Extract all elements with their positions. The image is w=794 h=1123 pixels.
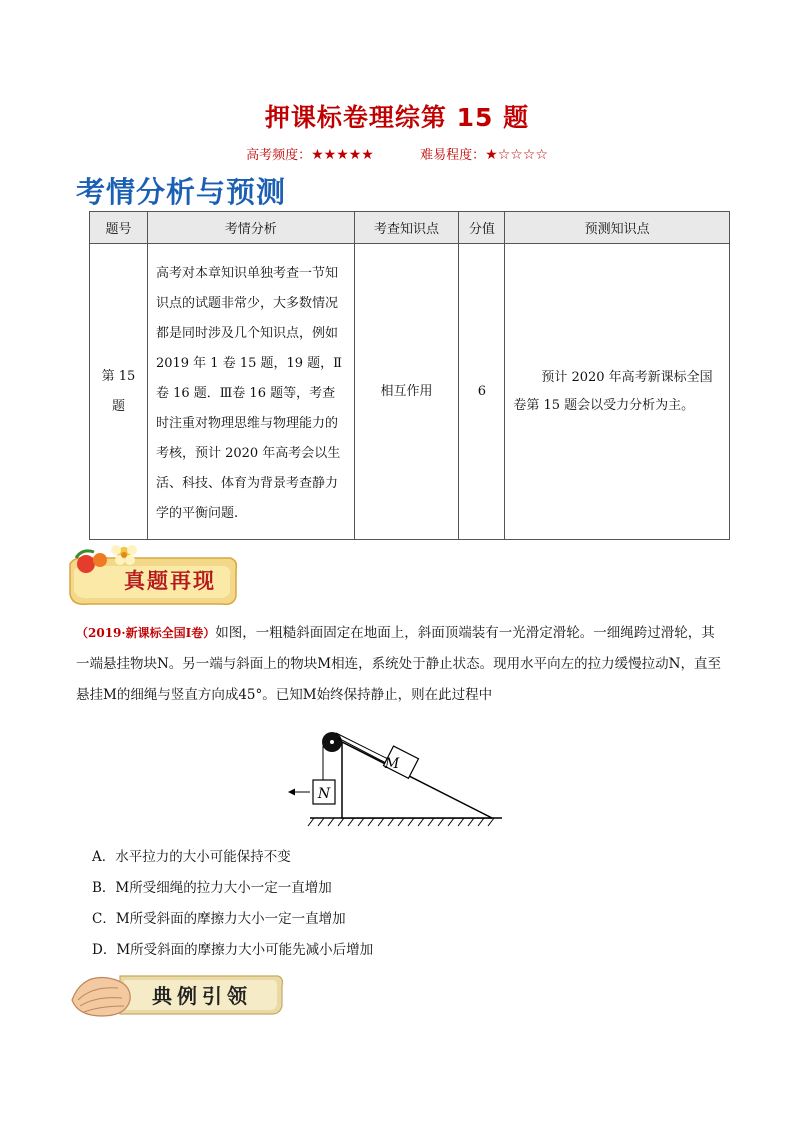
incline [342,742,492,818]
label-N: N [317,786,331,802]
cell-score: 6 [459,244,505,540]
difficulty-label: 难易程度： [420,148,486,163]
header-analysis: 考情分析 [147,212,354,244]
question-text [76,618,726,711]
meta-line [0,144,794,163]
frequency-stars: ★★★★★ [311,147,374,163]
table-row [90,244,730,540]
option-d: D．M所受斜面的摩擦力大小可能先减小后增加 [92,942,374,958]
label-M: M [384,756,400,772]
arrow-head-icon [288,789,295,796]
cell-knowledge: 相互作用 [354,244,459,540]
ground-hatch [308,818,494,826]
question-body: 如图，一粗糙斜面固定在地面上，斜面顶端装有一光滑定滑轮。一细绳跨过滑轮，其一端悬挂物块N。另一端与斜面上的物块M相连，系统处于静止状态。现用水平向左的拉力缓慢拉动N，直至悬挂M的细绳与竖直方向成45°。已知M始终保持静止，则在此过程中 [76,625,721,703]
banner-examples-label: 典例引领 [152,984,252,1008]
cell-number: 第 15 题 [90,244,148,540]
cell-prediction: 预计 2020 年高考新课标全国卷第 15 题会以受力分析为主。 [505,244,730,540]
header-knowledge: 考查知识点 [354,212,459,244]
page-title: 押课标卷理综第 15 题 [264,103,530,132]
section-title: 考情分析与预测 [76,175,287,209]
incline-pulley-figure [280,722,510,832]
shell-icon [72,977,130,1016]
difficulty-stars: ★☆☆☆☆ [485,147,548,163]
header-number: 题号 [90,212,148,244]
table-header-row [90,212,730,244]
fruit-icon [77,555,95,573]
header-score: 分值 [459,212,505,244]
cell-analysis: 高考对本章知识单独考查一节知识点的试题非常少，大多数情况都是同时涉及几个知识点，例如 2019 年 1 卷 15 题，19 题，Ⅱ卷 16 题．Ⅲ卷 16 题等，考查时注重对物理思维与物理能力的考核，预计 2020 年高考会以生活、科技、体育为背景考查静力学的平衡问题. [147,244,354,540]
banner-real-questions-label: 真题再现 [124,568,216,593]
banner-examples [68,966,288,1022]
banner-real-questions [64,542,240,612]
option-c: C．M所受斜面的摩擦力大小一定一直增加 [92,911,346,927]
frequency-label: 高考频度： [246,148,312,163]
question-source: （2019·新课标全国Ⅰ卷） [76,626,216,640]
option-b: B．M所受细绳的拉力大小一定一直增加 [92,880,332,896]
option-a: A．水平拉力的大小可能保持不变 [92,849,291,865]
header-prediction: 预测知识点 [505,212,730,244]
analysis-table [89,211,730,540]
